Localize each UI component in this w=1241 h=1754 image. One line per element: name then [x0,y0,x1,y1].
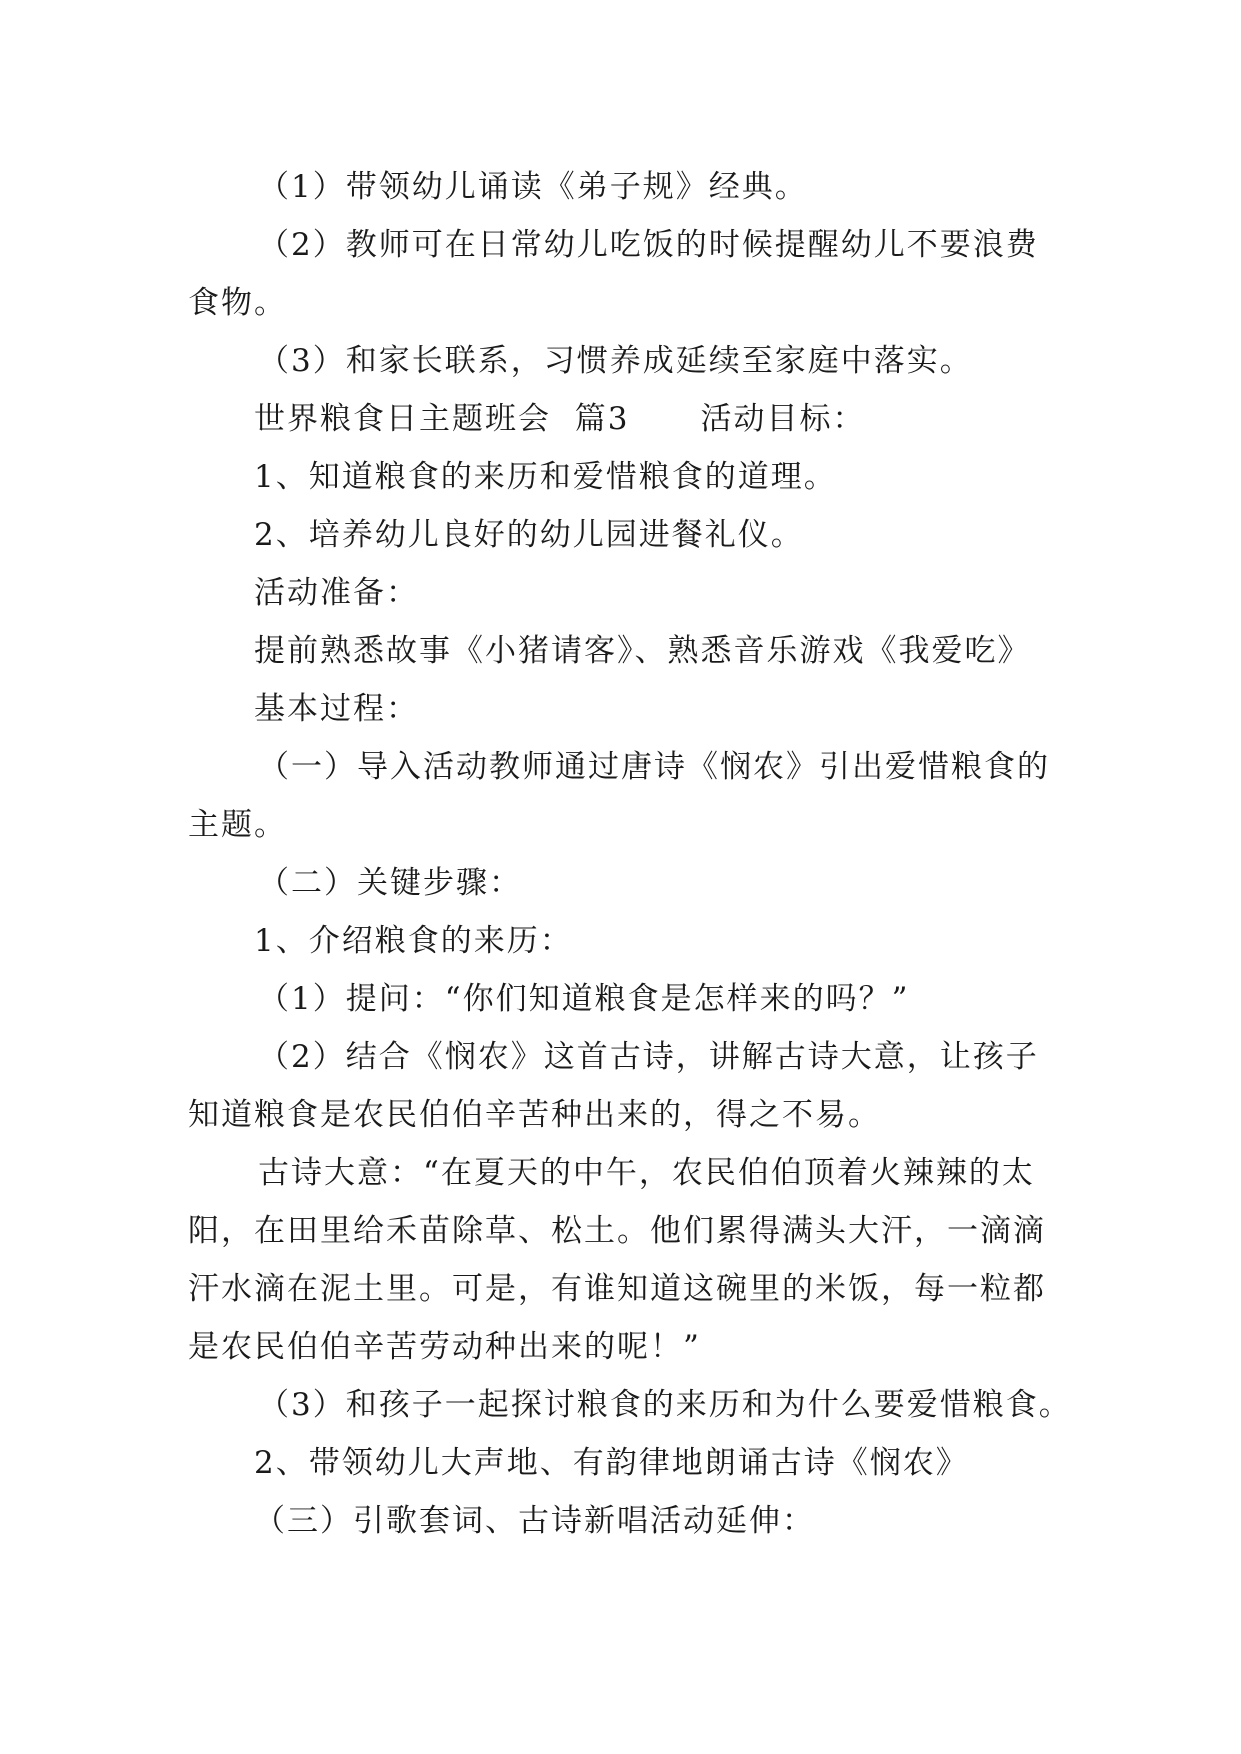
text-line: （2）教师可在日常幼儿吃饭的时候提醒幼儿不要浪费 [258,227,1039,263]
text-line: 知道粮食是农民伯伯辛苦种出来的，得之不易。 [188,1097,881,1133]
text-line: 2、培养幼儿良好的幼儿园进餐礼仪。 [254,517,804,553]
text-line: 主题。 [188,807,287,843]
text-line: （3）和孩子一起探讨粮食的来历和为什么要爱惜粮食。 [258,1387,1072,1423]
text-line: 古诗大意：“在夏天的中午，农民伯伯顶着火辣辣的太 [258,1155,1035,1191]
text-line: 2、带领幼儿大声地、有韵律地朗诵古诗《悯农》 [254,1445,969,1481]
text-line: 阳，在田里给禾苗除草、松土。他们累得满头大汗，一滴滴 [188,1213,1046,1249]
text-line: 汗水滴在泥土里。可是，有谁知道这碗里的米饭，每一粒都 [188,1271,1046,1307]
text-line: （3）和家长联系，习惯养成延续至家庭中落实。 [258,343,973,379]
text-line: 活动准备： [254,575,419,611]
text-line: 是农民伯伯辛苦劳动种出来的呢！” [188,1329,701,1365]
text-line: （三）引歌套词、古诗新唱活动延伸： [254,1503,815,1539]
text-line: 提前熟悉故事《小猪请客》、熟悉音乐游戏《我爱吃》 [254,633,1031,669]
text-line: （二）关键步骤： [258,865,522,901]
text-line: 基本过程： [254,691,419,727]
text-line: 1、知道粮食的来历和爱惜粮食的道理。 [254,459,837,495]
text-line: （一）导入活动教师通过唐诗《悯农》引出爱惜粮食的 [258,749,1050,785]
text-line: （1）带领幼儿诵读《弟子规》经典。 [258,169,808,205]
text-line: （2）结合《悯农》这首古诗，讲解古诗大意，让孩子 [258,1039,1039,1075]
section-heading: 世界粮食日主题班会 篇3 活动目标： [254,401,866,437]
text-line: （1）提问：“你们知道粮食是怎样来的吗？” [258,981,910,1017]
text-line: 1、介绍粮食的来历： [254,923,573,959]
text-line: 食物。 [188,285,287,321]
